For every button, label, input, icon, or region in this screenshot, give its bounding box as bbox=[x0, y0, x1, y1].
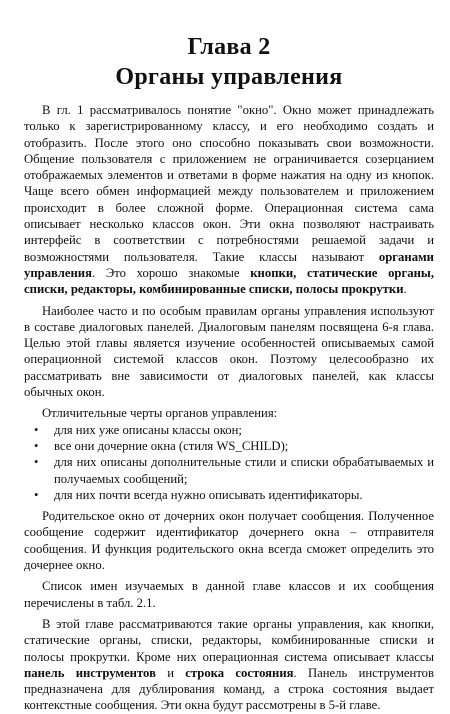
chapter-number: Глава 2 bbox=[187, 34, 271, 60]
paragraph-table-ref: Список имен изучаемых в данной главе классов и их сообщения перечислены в табл. 2.1. bbox=[24, 579, 434, 610]
paragraph-toolbar-end: . Панель инструментов предназначена для дублирования команд, а строка состояния выдает контекстные сообщения. Эти окна будут рассмотрены в 5-й главе. bbox=[24, 665, 434, 713]
term-controls: органами управления bbox=[24, 249, 434, 280]
list-item-text: для них уже описаны классы окон; bbox=[54, 422, 242, 437]
paragraph-intro bbox=[24, 102, 434, 298]
paragraph-dialogs: Наиболее часто и по особым правилам органы управления используют в составе диалоговых панелей. Диалоговым панелям посвящена 6-я глава. Целью этой главы является изучение особенностей описываемых самой операционной системой классов окон. Поэтому целесообразно их рассматривать вне зависимости от диалоговых панелей, как классы обычных окон. bbox=[24, 303, 434, 400]
chapter-heading bbox=[24, 0, 434, 92]
chapter-title: Органы управления bbox=[115, 64, 343, 90]
paragraph-toolbar-text: В этой главе рассматриваются такие органы управления, как кнопки, статические органы, списки, редакторы, комбинированные списки и полосы прокрутки. Кроме них операционная система описывает классы bbox=[24, 616, 434, 664]
features-list bbox=[24, 422, 434, 503]
paragraph-intro-text: В гл. 1 рассматривалось понятие "окно". Окно может принадлежать только к зарегистрированному классу, и его необходимо создать и отобразить. После этого оно способно показывать свои возможности. Общение пользователя с приложением не ограничивается созерцанием отображаемых элементов и ответами в форме нажатия на одну из кнопок. Чаще всего обмен информацией между пользователем и приложением происходит в более сложной форме. Операционная система сама описывает несколько классов окон. Эти окна позволяют настраивать интерфейс в соответствии с потребностями решаемой задачи и возможностями пользователя. Такие классы называют bbox=[24, 103, 434, 264]
list-item-text: все они дочерние окна (стиля WS_CHILD); bbox=[54, 438, 289, 453]
term-toolbar: панель инструментов bbox=[24, 665, 156, 680]
list-item bbox=[24, 454, 434, 487]
list-item bbox=[24, 487, 434, 503]
chapter-body bbox=[24, 102, 434, 714]
list-item-text: для них описаны дополнительные стили и списки обрабатываемых и получаемых сообщений; bbox=[54, 455, 434, 486]
paragraph-intro-end: . bbox=[403, 282, 407, 297]
list-intro: Отличительные черты органов управления: bbox=[42, 406, 278, 421]
bullet-icon: • bbox=[34, 455, 39, 470]
list-item-text: для них почти всегда нужно описывать идентификаторы. bbox=[54, 487, 363, 502]
bullet-icon: • bbox=[34, 487, 39, 502]
paragraph-toolbar bbox=[24, 616, 434, 714]
list-item bbox=[24, 438, 434, 454]
bullet-icon: • bbox=[34, 422, 39, 437]
bullet-icon: • bbox=[34, 438, 39, 453]
term-status-bar: строка состояния bbox=[185, 665, 294, 680]
paragraph-toolbar-mid: и bbox=[155, 665, 186, 680]
list-item bbox=[24, 422, 434, 438]
paragraph-intro-mid: . Это хорошо знакомые bbox=[91, 265, 251, 280]
control-types-list: кнопки, статические органы, списки, редакторы, комбинированные списки, полосы прокрутки bbox=[24, 265, 434, 297]
paragraph-parent-window: Родительское окно от дочерних окон получает сообщения. Полученное сообщение содержит идентификатор дочернего окна – отправителя сообщения. И функция родительского окна всегда сможет определить это дочернее окно. bbox=[24, 509, 434, 573]
